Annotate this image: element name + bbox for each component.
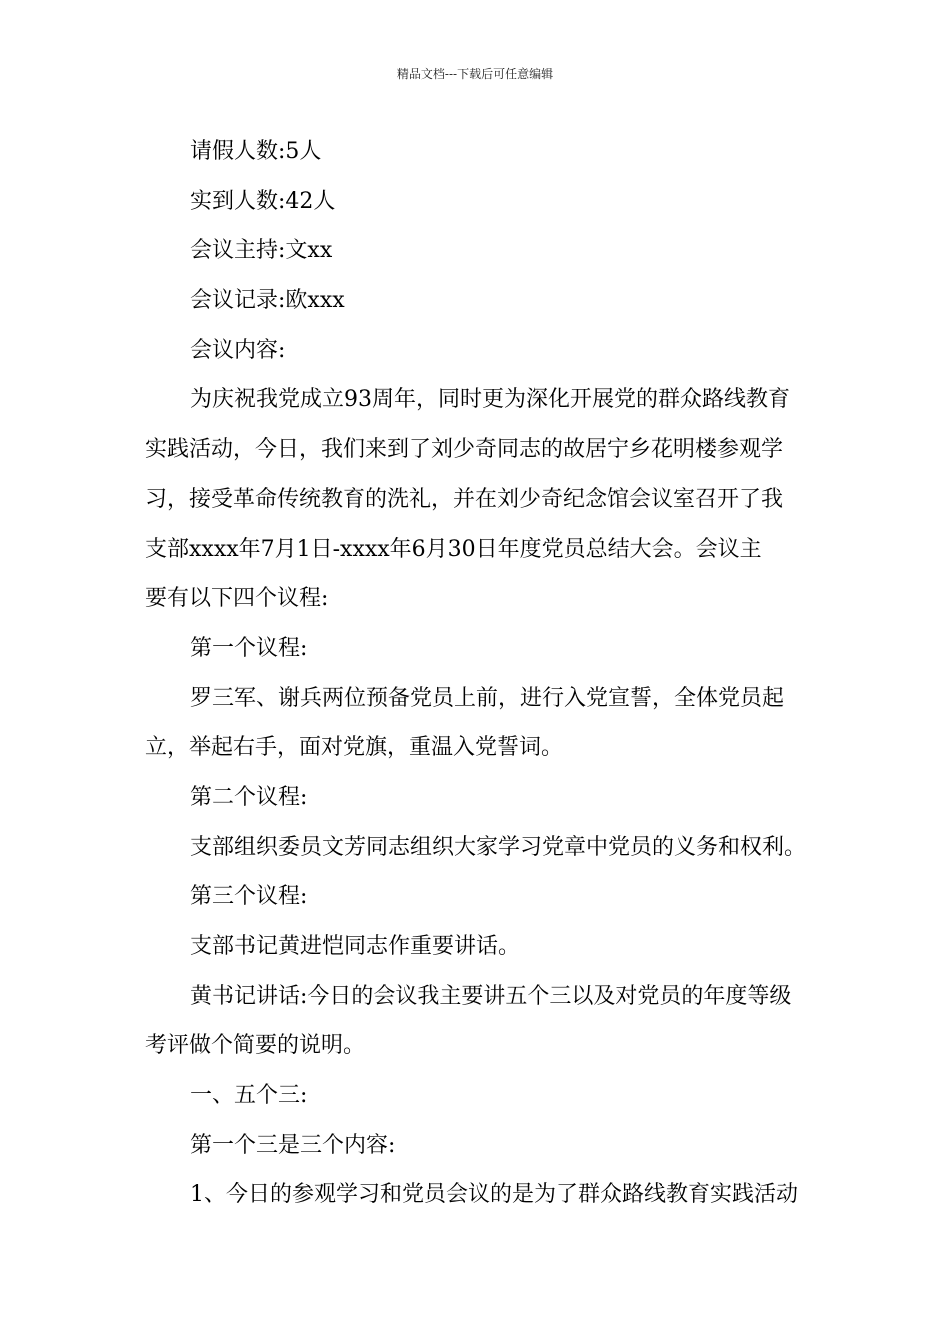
paragraph-line: 支部组织委员文芳同志组织大家学习党章中党员的义务和权利。 (190, 834, 807, 860)
paragraph-line: 要有以下四个议程: (145, 586, 329, 612)
document-body (145, 127, 815, 1220)
paragraph-line: 实践活动，今日，我们来到了刘少奇同志的故居宁乡花明楼参观学 (145, 437, 784, 463)
meeting-host-line: 会议主持:文xx (190, 238, 333, 264)
paragraph-line: 考评做个简要的说明。 (145, 1033, 366, 1059)
paragraph-line: 支部书记黄进恺同志作重要讲话。 (190, 934, 521, 959)
page-header: 精品文档---下载后可任意编辑 (396, 67, 554, 81)
section-heading: 一、五个三: (190, 1083, 308, 1109)
leave-count-line: 请假人数:5人 (190, 139, 322, 164)
agenda-1-heading: 第一个议程: (190, 635, 308, 661)
list-item: 1、今日的参观学习和党员会议的是为了群众路线教育实践活动 (190, 1182, 798, 1208)
meeting-content-heading: 会议内容: (190, 337, 286, 363)
paragraph-line: 黄书记讲话:今日的会议我主要讲五个三以及对党员的年度等级 (190, 983, 792, 1009)
paragraph-line: 罗三军、谢兵两位预备党员上前，进行入党宣誓，全体党员起 (190, 685, 785, 711)
attendance-count-line: 实到人数:42人 (190, 188, 336, 214)
subsection-heading: 第一个三是三个内容: (190, 1132, 396, 1158)
paragraph-line: 为庆祝我党成立93周年，同时更为深化开展党的群众路线教育 (190, 387, 790, 413)
paragraph-line: 习，接受革命传统教育的洗礼，并在刘少奇纪念馆会议室召开了我 (145, 486, 784, 512)
paragraph-line: 立，举起右手，面对党旗，重温入党誓词。 (145, 735, 564, 761)
agenda-3-heading: 第三个议程: (190, 884, 308, 910)
agenda-2-heading: 第二个议程: (190, 784, 308, 810)
paragraph-line: 支部xxxx年7月1日-xxxx年6月30日年度党员总结大会。会议主 (145, 536, 762, 562)
meeting-recorder-line: 会议记录:欧xxx (190, 288, 345, 314)
